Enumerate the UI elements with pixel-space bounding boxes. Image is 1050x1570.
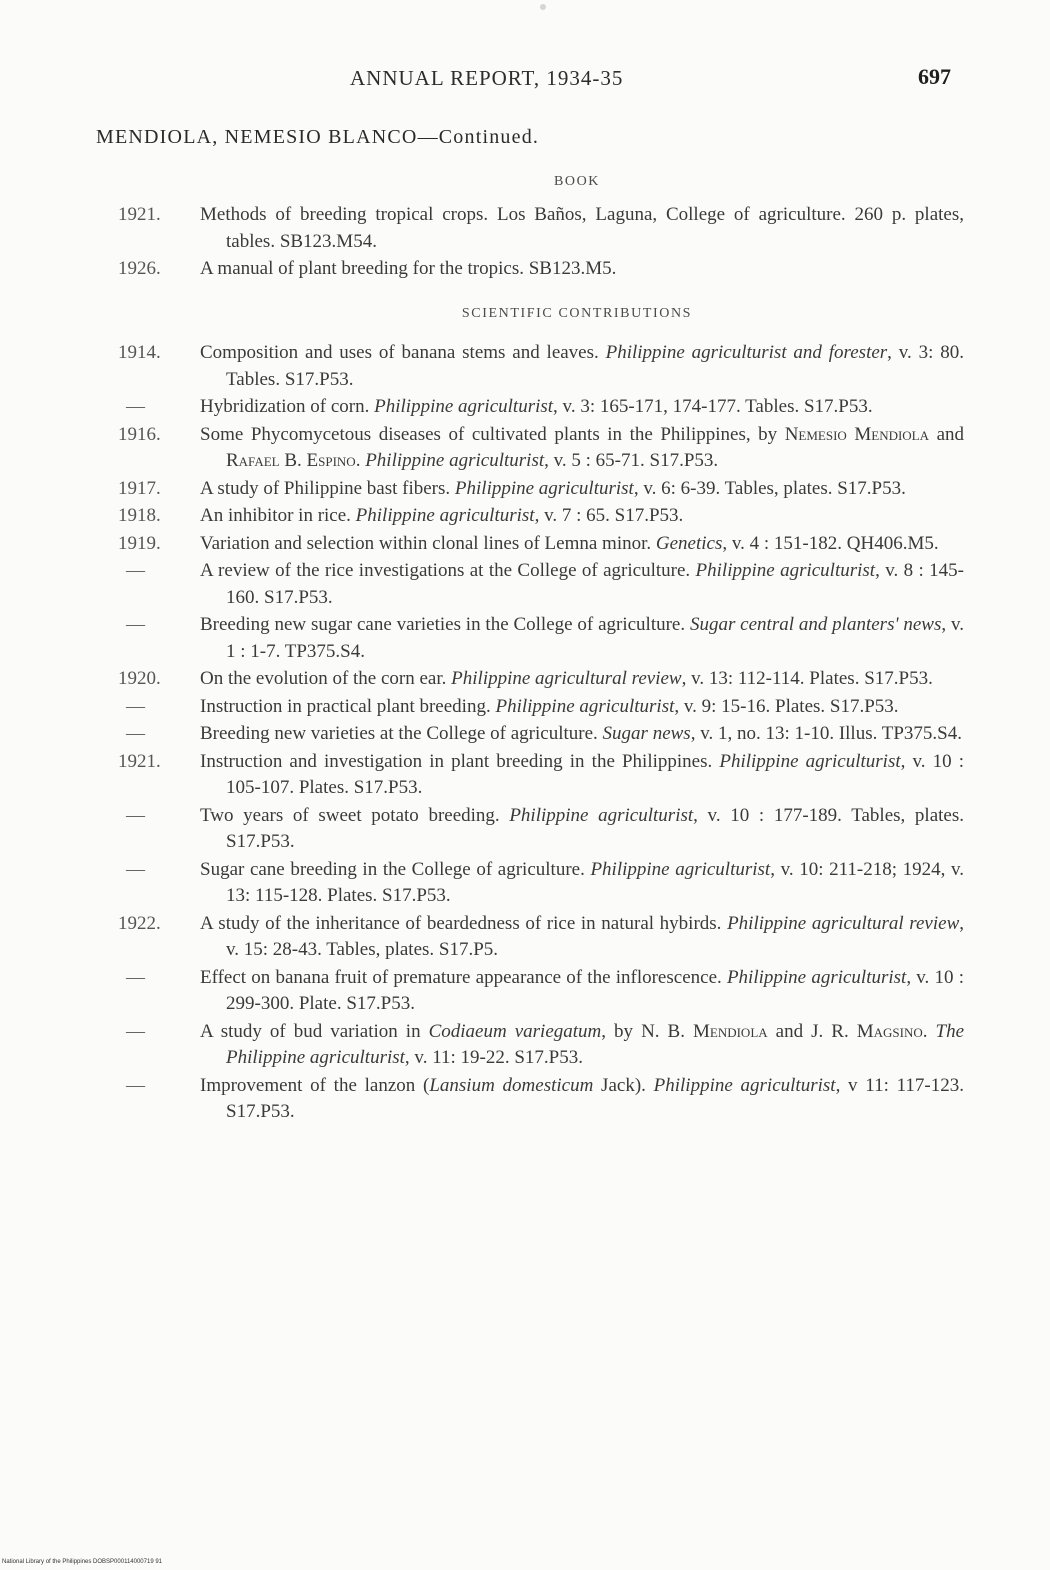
entry-author-name: N. B. Mendiola: [641, 1020, 768, 1042]
list-item: [118, 503, 964, 530]
entry-text: A study of Philippine bast fibers.: [200, 477, 455, 499]
list-item: [118, 721, 964, 748]
section-heading-book: BOOK: [553, 174, 601, 189]
entry-text: A study of the inheritance of beardedness of rice in natural hybirds.: [200, 912, 728, 934]
entry-citation: , v. 10: 211-218; 1924, v. 13: 115-128. Plates. S17.P53.: [226, 858, 964, 906]
entry-journal: Philippine agriculturist and forester: [605, 342, 888, 363]
scan-speck: [540, 4, 546, 10]
entry-journal: Sugar central and planters' news: [689, 614, 942, 635]
entry-text: An inhibitor in rice.: [200, 505, 356, 526]
list-item: [118, 612, 964, 665]
entry-author-name: Rafael B. Espino: [226, 450, 356, 471]
list-item: [118, 857, 964, 910]
entry-citation: , v. 1 : 1-7. TP375.S4.: [226, 614, 964, 662]
entry-citation: , v. 11: 19-22. S17.P53.: [404, 1047, 583, 1068]
entry-text: Instruction and investigation in plant breeding in the Philippines.: [200, 750, 720, 772]
entry-journal: Genetics: [655, 532, 723, 554]
entry-journal: Philippine agriculturist: [495, 695, 675, 717]
entry-journal: Philippine agriculturist: [719, 750, 901, 772]
entry-citation: , v. 7 : 65. S17.P53.: [534, 505, 684, 526]
entry-text: On the evolution of the corn ear.: [200, 668, 452, 689]
entry-journal: Philippine agriculturist: [509, 804, 694, 826]
list-item: [118, 1019, 964, 1072]
entry-year: —: [126, 1020, 145, 1042]
entry-citation: , v. 5 : 65-71. S17.P53.: [544, 450, 719, 471]
entry-citation: , v 11: 117-123. S17.P53.: [226, 1074, 964, 1122]
list-item: [118, 558, 964, 611]
section-heading-scientific: SCIENTIFIC CONTRIBUTIONS: [461, 306, 693, 321]
list-item: [118, 256, 964, 283]
entry-text: Hybridization of corn.: [200, 396, 375, 417]
entry-species-name: Lansium domesticum: [429, 1074, 594, 1096]
entry-journal: Sugar news: [602, 723, 691, 744]
list-item: [118, 422, 964, 475]
entry-text: Methods of breeding tropical crops. Los Baños, Laguna, College of agriculture. 260 p. plates, tables. SB123.M54.: [200, 204, 964, 252]
book-list: [118, 202, 964, 284]
running-title: ANNUAL REPORT, 1934-35: [350, 66, 624, 90]
entry-journal: Philippine agricultural review: [727, 912, 960, 934]
list-item: [118, 911, 964, 964]
entry-text: Composition and uses of banana stems and leaves.: [200, 342, 606, 363]
entry-citation: , v. 9: 15-16. Plates. S17.P53.: [674, 695, 899, 717]
entry-journal: Philippine agriculturist: [653, 1074, 836, 1096]
list-item: [118, 666, 964, 693]
entry-text: and: [929, 423, 965, 445]
entry-year: 1921.: [118, 204, 161, 225]
entry-journal: Philippine agriculturist: [374, 396, 554, 417]
entry-citation: , v. 10 : 299-300. Plate. S17.P53.: [226, 966, 964, 1014]
scientific-contributions-list: [118, 340, 964, 1127]
entry-journal: Philippine agriculturist: [355, 505, 535, 526]
list-item: [118, 749, 964, 802]
entry-year: —: [126, 966, 145, 988]
entry-text: Breeding new sugar cane varieties in the College of agriculture.: [200, 614, 690, 635]
entry-text: .: [922, 1020, 936, 1042]
list-item: [118, 803, 964, 856]
entry-citation: , v. 13: 112-114. Plates. S17.P53.: [681, 668, 933, 689]
page-number: 697: [918, 64, 951, 89]
list-item: [118, 340, 964, 393]
list-item: [118, 476, 964, 503]
entry-citation: , v. 4 : 151-182. QH406.M5.: [722, 532, 939, 554]
list-item: [118, 202, 964, 255]
entry-citation: , v. 1, no. 13: 1-10. Illus. TP375.S4.: [690, 723, 963, 744]
entry-year: —: [126, 1074, 145, 1096]
entry-citation: , v. 8 : 145-160. S17.P53.: [226, 560, 964, 608]
entry-text: , by: [601, 1020, 642, 1042]
entry-year: —: [126, 804, 145, 826]
entry-text: A manual of plant breeding for the tropics. SB123.M5.: [200, 258, 617, 279]
entry-year: 1917.: [118, 477, 161, 499]
entry-year: —: [126, 695, 145, 717]
entry-citation: , v. 3: 165-171, 174-177. Tables. S17.P53.: [553, 396, 873, 417]
entry-year: 1921.: [118, 750, 161, 772]
entry-journal: Philippine agriculturist: [454, 477, 634, 499]
entry-text: A study of bud variation in: [200, 1020, 429, 1042]
entry-journal: Philippine agriculturist: [365, 450, 545, 471]
entry-text: Variation and selection within clonal lines of Lemna minor.: [200, 532, 656, 554]
entry-text: Sugar cane breeding in the College of agriculture.: [200, 858, 591, 880]
scan-footer-note: National Library of the Philippines DOBSP000114000719 91: [2, 1559, 162, 1565]
entry-text: Improvement of the lanzon (: [200, 1074, 430, 1096]
entry-journal: Philippine agriculturist: [726, 966, 907, 988]
entry-year: 1918.: [118, 505, 161, 526]
entry-citation: , v. 10 : 105-107. Plates. S17.P53.: [226, 750, 965, 798]
list-item: [118, 394, 964, 421]
entry-text: Effect on banana fruit of premature appearance of the inflorescence.: [200, 966, 727, 988]
entry-year: 1926.: [118, 258, 161, 279]
entry-author-name: Nemesio Mendiola: [784, 423, 930, 445]
entry-year: 1916.: [118, 423, 161, 445]
list-item: [118, 1073, 964, 1126]
entry-text: Instruction in practical plant breeding.: [200, 695, 496, 717]
entry-journal: Philippine agriculturist: [695, 560, 876, 581]
entry-year: —: [126, 723, 145, 744]
entry-journal: Philippine agriculturist: [590, 858, 771, 880]
entry-citation: , v. 3: 80. Tables. S17.P53.: [226, 342, 964, 390]
entry-text: Jack).: [593, 1074, 654, 1096]
entry-year: 1919.: [118, 532, 161, 554]
entry-year: 1914.: [118, 342, 161, 363]
entry-citation: , v. 6: 6-39. Tables, plates. S17.P53.: [633, 477, 906, 499]
entry-text: .: [355, 450, 366, 471]
entry-citation: , v. 15: 28-43. Tables, plates. S17.P5.: [226, 912, 964, 960]
list-item: [118, 965, 964, 1018]
author-heading: MENDIOLA, NEMESIO BLANCO—Continued.: [96, 126, 540, 148]
entry-citation: , v. 10 : 177-189. Tables, plates. S17.P53.: [226, 804, 965, 852]
entry-journal: Philippine agricultural review: [451, 668, 682, 689]
entry-year: —: [126, 560, 145, 581]
entry-year: 1922.: [118, 912, 161, 934]
entry-text: Some Phycomycetous diseases of cultivated plants in the Philippines, by: [200, 423, 785, 445]
entry-year: 1920.: [118, 668, 161, 689]
entry-species-name: Codiaeum variegatum: [428, 1020, 602, 1042]
entry-author-name: J. R. Magsino: [811, 1020, 923, 1042]
entry-text: Breeding new varieties at the College of agriculture.: [200, 723, 603, 744]
list-item: [118, 531, 964, 558]
entry-journal: The Philippine agriculturist: [226, 1020, 965, 1068]
entry-year: —: [126, 858, 145, 880]
entry-year: —: [126, 614, 145, 635]
entry-text: A review of the rice investigations at the College of agriculture.: [200, 560, 696, 581]
list-item: [118, 694, 964, 721]
entry-text: and: [767, 1020, 812, 1042]
entry-text: Two years of sweet potato breeding.: [200, 804, 510, 826]
entry-year: —: [126, 396, 145, 417]
